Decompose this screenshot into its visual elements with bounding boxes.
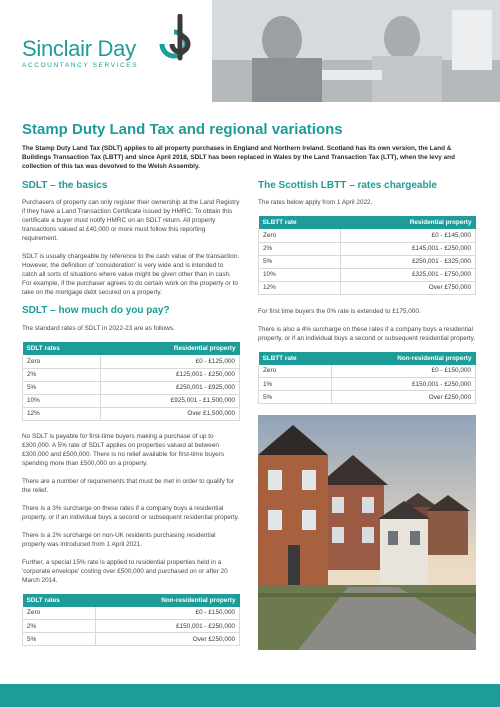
lbtt-residential-table	[258, 216, 476, 295]
right-column	[258, 180, 476, 404]
rate-cell: 10%	[23, 394, 101, 407]
table-header: Residential property	[101, 342, 240, 355]
band-cell: £0 - £145,000	[340, 229, 475, 242]
table-header: Non-residential property	[332, 352, 476, 365]
brand-logo	[22, 38, 138, 69]
brand-mark-icon	[150, 14, 192, 66]
rate-cell: 12%	[259, 281, 341, 294]
page-title: Stamp Duty Land Tax and regional variations	[22, 121, 343, 138]
table-row	[259, 391, 476, 404]
table-row	[259, 378, 476, 391]
rate-cell: 2%	[23, 620, 96, 633]
table-row	[23, 620, 240, 633]
left-column	[22, 180, 240, 646]
table-row	[23, 394, 240, 407]
band-cell: £150,001 - £250,000	[332, 378, 476, 391]
band-cell: Over £250,000	[95, 633, 239, 646]
table-row	[259, 281, 476, 294]
table-header: Non-residential property	[95, 594, 239, 607]
pay-paragraph-5: There is a 2% surcharge on non-UK residents purchasing residential property was introduced from 1 April 2021.	[22, 531, 216, 548]
table-header: SDLT rates	[23, 342, 101, 355]
pay-paragraph-6: Further, a special 15% rate is applied to residential properties held in a 'corporate envelope' costing over £500,000 and purchased on or after 20 March 2014.	[22, 558, 228, 584]
table-row	[23, 407, 240, 420]
lbtt-non-residential-table	[258, 352, 476, 405]
rate-cell: 5%	[23, 381, 101, 394]
table-header: SLBTT rate	[259, 352, 332, 365]
pay-paragraph-3: There are a number of requirements that must be met in order to qualify for the relief.	[22, 477, 235, 494]
rate-cell: Zero	[23, 607, 96, 620]
table-row	[259, 255, 476, 268]
rate-cell: 12%	[23, 407, 101, 420]
band-cell: £125,001 - £250,000	[101, 368, 240, 381]
brand-tagline: ACCOUNTANCY SERVICES	[22, 62, 139, 69]
pay-heading: SDLT – how much do you pay?	[22, 305, 170, 316]
table-header: Residential property	[340, 216, 475, 229]
header	[0, 0, 500, 102]
table-row	[259, 229, 476, 242]
rate-cell: 2%	[259, 242, 341, 255]
footer-bar	[0, 684, 500, 707]
table-row	[259, 268, 476, 281]
table-row	[23, 607, 240, 620]
band-cell: £0 - £150,000	[95, 607, 239, 620]
table-row	[23, 355, 240, 368]
table-row	[259, 242, 476, 255]
pay-paragraph-4: There is a 3% surcharge on these rates if a company buys a residential property, or if an individual buys a second or subsequent residential property.	[22, 504, 240, 521]
basics-heading: SDLT – the basics	[22, 180, 108, 191]
intro-paragraph: The Stamp Duty Land Tax (SDLT) applies to all property purchases in England and Northern Ireland. Scotland has its own version, the Land & Buildings Transaction Tax (LBTT) and since April 2018, SDLT has been replaced in Wales by the Land Transaction Tax (LTT), when the levy and collection of this tax was devolved to the Welsh Assembly.	[22, 145, 455, 171]
sdlt-residential-table	[22, 342, 240, 421]
band-cell: £0 - £150,000	[332, 365, 476, 378]
rate-cell: 5%	[259, 255, 341, 268]
band-cell: £250,001 - £925,000	[101, 381, 240, 394]
band-cell: Over £750,000	[340, 281, 475, 294]
sdlt-non-residential-table	[22, 594, 240, 647]
basics-paragraph-1: Purchasers of property can only register their ownership at the Land Registry if they have a Land Transaction Certificate issued by HMRC. To obtain this certificate a buyer must notify HMRC on an SDLT return. All property transactions valued at £40,000 or more must follow this reporting requirement.	[22, 199, 240, 242]
table-header: SLBTT rate	[259, 216, 341, 229]
rate-cell: 5%	[259, 391, 332, 404]
band-cell: £325,001 - £750,000	[340, 268, 475, 281]
lbtt-paragraph-2: For first time buyers the 0% rate is extended to £175,000.	[258, 307, 421, 315]
band-cell: £150,001 - £250,000	[95, 620, 239, 633]
rate-cell: Zero	[259, 365, 332, 378]
pay-paragraph-1: The standard rates of SDLT in 2022-23 are as follows.	[22, 325, 175, 332]
rate-cell: 5%	[23, 633, 96, 646]
band-cell: Over £1,500,000	[101, 407, 240, 420]
pay-paragraph-2: No SDLT is payable for first-time buyers making a purchase of up to £300,000. A 5% rate of SDLT applies on properties valued at between £300,000 and £500,000. There is no relief available for first-time buyers spending more than £500,000 on a property.	[22, 432, 225, 467]
table-row	[23, 633, 240, 646]
lbtt-paragraph-3: There is also a 4% surcharge on these rates if a company buys a residential property, or if an individual buys a second or subsequent residential property.	[258, 325, 476, 342]
basics-paragraph-2: SDLT is usually chargeable by reference to the cash value of the transaction. However, the definition of 'consideration' is very wide and is intended to catch all sorts of situations where value might be given other than in cash. For example, if the purchaser agrees to do certain work on the property or to take on the mortgage debt secured on a property.	[22, 253, 240, 296]
lbtt-heading: The Scottish LBTT – rates chargeable	[258, 180, 437, 191]
rate-cell: Zero	[259, 229, 341, 242]
table-row	[259, 365, 476, 378]
lbtt-paragraph-1: The rates below apply from 1 April 2022.	[258, 199, 373, 206]
band-cell: Over £250,000	[332, 391, 476, 404]
brand-name: Sinclair Day	[22, 36, 136, 61]
rate-cell: Zero	[23, 355, 101, 368]
table-header: SDLT rates	[23, 594, 96, 607]
band-cell: £145,001 - £250,000	[340, 242, 475, 255]
band-cell: £0 - £125,000	[101, 355, 240, 368]
band-cell: £925,001 - £1,500,000	[101, 394, 240, 407]
rate-cell: 1%	[259, 378, 332, 391]
header-photo	[212, 0, 500, 102]
rate-cell: 10%	[259, 268, 341, 281]
table-row	[23, 381, 240, 394]
rate-cell: 2%	[23, 368, 101, 381]
table-row	[23, 368, 240, 381]
houses-photo	[258, 415, 476, 650]
band-cell: £250,001 - £325,000	[340, 255, 475, 268]
